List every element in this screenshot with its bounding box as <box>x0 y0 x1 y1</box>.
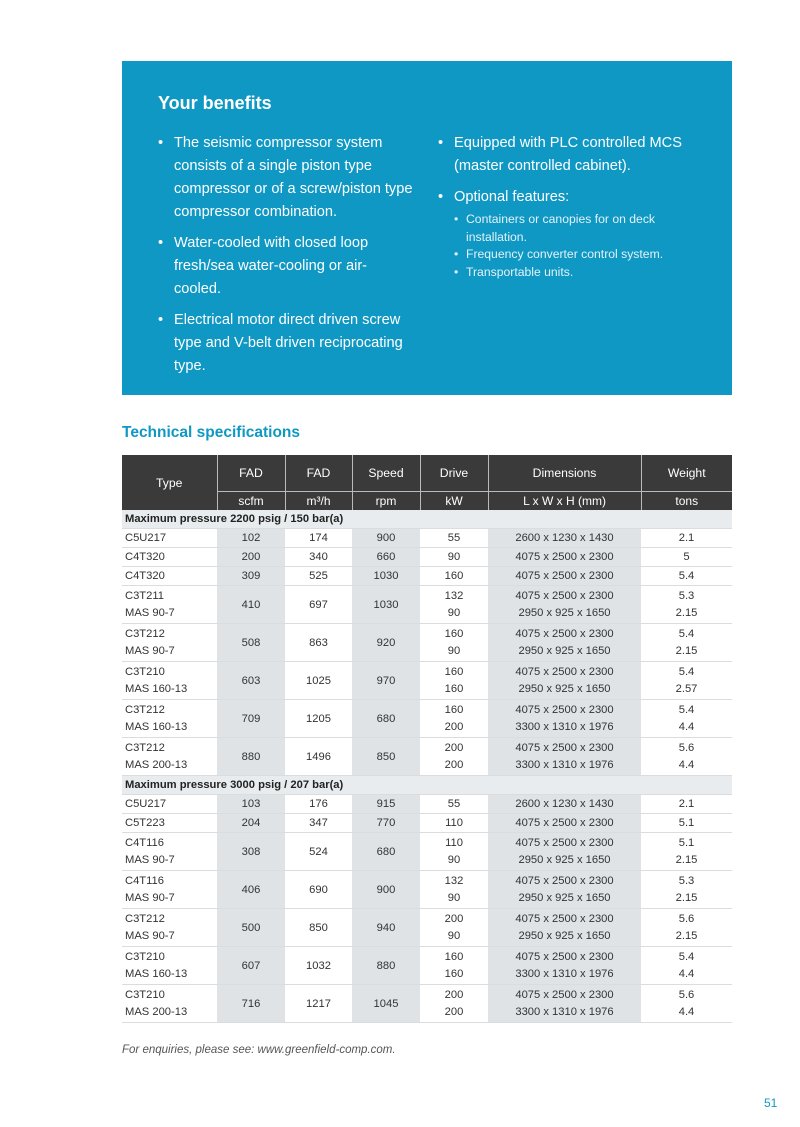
cell-kw-line: 160 <box>444 704 464 716</box>
cell-rpm: 900 <box>352 871 420 909</box>
cell-dims-line: 4075 x 2500 x 2300 <box>515 816 614 829</box>
table-row <box>122 738 732 776</box>
table-row <box>122 529 732 548</box>
cell-kw <box>420 567 488 586</box>
cell-type-line: C3T212 <box>125 913 165 925</box>
cell-kw <box>420 909 488 947</box>
unit-rpm: rpm <box>352 492 420 511</box>
cell-dims-line: 3300 x 1310 x 1976 <box>515 720 614 733</box>
cell-dims <box>488 947 641 985</box>
cell-type-line: C3T210 <box>125 666 165 678</box>
cell-kw <box>420 814 488 833</box>
cell-kw-line: 160 <box>444 666 464 678</box>
cell-tons <box>641 795 732 814</box>
cell-dims <box>488 909 641 947</box>
cell-dims-line: 4075 x 2500 x 2300 <box>515 913 614 925</box>
cell-scfm: 308 <box>217 833 285 871</box>
unit-dimensions: L x W x H (mm) <box>488 492 641 511</box>
table-row <box>122 985 732 1023</box>
cell-dims-line: 4075 x 2500 x 2300 <box>515 951 614 963</box>
cell-m3h: 1205 <box>285 700 352 738</box>
cell-kw-line: 90 <box>447 606 461 619</box>
cell-m3h: 524 <box>285 833 352 871</box>
cell-tons-line: 4.4 <box>678 758 695 771</box>
header-drive: Drive <box>420 455 488 492</box>
cell-dims <box>488 567 641 586</box>
cell-rpm: 680 <box>352 700 420 738</box>
cell-scfm: 607 <box>217 947 285 985</box>
cell-rpm: 850 <box>352 738 420 776</box>
cell-m3h: 850 <box>285 909 352 947</box>
cell-dims-line: 2950 x 925 x 1650 <box>518 606 611 619</box>
cell-tons <box>641 529 732 548</box>
header-speed: Speed <box>352 455 420 492</box>
cell-m3h: 176 <box>285 795 352 814</box>
cell-type <box>122 567 217 586</box>
cell-tons-line: 5.4 <box>678 569 695 582</box>
cell-scfm: 500 <box>217 909 285 947</box>
benefits-title: Your benefits <box>158 93 272 113</box>
cell-dims-line: 4075 x 2500 x 2300 <box>515 837 614 849</box>
cell-type <box>122 795 217 814</box>
section-header-row <box>122 776 732 795</box>
cell-kw-line: 200 <box>444 989 464 1001</box>
cell-type <box>122 700 217 738</box>
cell-m3h: 174 <box>285 529 352 548</box>
cell-tons-line: 5.4 <box>678 951 695 963</box>
cell-kw <box>420 548 488 567</box>
cell-kw-line: 160 <box>444 967 464 980</box>
cell-kw <box>420 795 488 814</box>
cell-scfm: 709 <box>217 700 285 738</box>
cell-type <box>122 529 217 548</box>
benefits-list-left <box>158 132 413 378</box>
cell-m3h: 863 <box>285 624 352 662</box>
cell-kw-line: 160 <box>444 682 464 695</box>
cell-dims <box>488 833 641 871</box>
cell-tons <box>641 814 732 833</box>
cell-kw <box>420 662 488 700</box>
cell-dims <box>488 795 641 814</box>
cell-type <box>122 871 217 909</box>
cell-m3h: 1025 <box>285 662 352 700</box>
cell-dims-line: 4075 x 2500 x 2300 <box>515 569 614 582</box>
table-row <box>122 947 732 985</box>
header-weight: Weight <box>641 455 732 492</box>
cell-scfm: 880 <box>217 738 285 776</box>
cell-tons <box>641 871 732 909</box>
cell-tons-line: 5.6 <box>678 742 695 754</box>
table-row <box>122 624 732 662</box>
cell-rpm: 680 <box>352 833 420 871</box>
benefits-list-right <box>438 132 708 281</box>
cell-type <box>122 833 217 871</box>
spec-table <box>122 455 732 1023</box>
cell-type-line: C3T212 <box>125 628 165 640</box>
cell-dims-line: 3300 x 1310 x 1976 <box>515 967 614 980</box>
cell-type-line: C3T212 <box>125 742 165 754</box>
cell-tons-line: 5.4 <box>678 628 695 640</box>
cell-kw-line: 200 <box>444 913 464 925</box>
cell-tons-line: 5.6 <box>678 989 695 1001</box>
cell-type-line: MAS 90-7 <box>125 606 175 619</box>
cell-m3h: 347 <box>285 814 352 833</box>
cell-scfm: 406 <box>217 871 285 909</box>
cell-rpm: 1045 <box>352 985 420 1023</box>
cell-type <box>122 909 217 947</box>
spec-title: Technical specifications <box>122 424 301 441</box>
cell-tons <box>641 947 732 985</box>
cell-kw <box>420 529 488 548</box>
cell-rpm: 1030 <box>352 586 420 624</box>
benefit-item: • Electrical motor direct driven screw type and V-belt driven reciprocating type. <box>158 309 413 378</box>
table-row <box>122 795 732 814</box>
cell-scfm: 309 <box>217 567 285 586</box>
cell-tons-line: 5.3 <box>678 590 695 602</box>
cell-type-line: MAS 90-7 <box>125 891 175 904</box>
cell-dims-line: 4075 x 2500 x 2300 <box>515 590 614 602</box>
table-row <box>122 814 732 833</box>
cell-type-line: C4T116 <box>125 875 164 887</box>
header-type: Type <box>122 455 217 510</box>
cell-scfm: 103 <box>217 795 285 814</box>
table-row <box>122 548 732 567</box>
cell-kw-line: 90 <box>447 644 461 657</box>
unit-kw: kW <box>420 492 488 511</box>
cell-type-line: C3T210 <box>125 951 165 963</box>
cell-dims-line: 4075 x 2500 x 2300 <box>515 666 614 678</box>
spec-body <box>122 510 732 1023</box>
page-number: 51 <box>764 1096 778 1110</box>
cell-dims-line: 4075 x 2500 x 2300 <box>515 628 614 640</box>
cell-dims <box>488 871 641 909</box>
unit-tons: tons <box>641 492 732 511</box>
cell-type <box>122 738 217 776</box>
footer-note: For enquiries, please see: www.greenfield-comp.com. <box>122 1044 396 1056</box>
cell-rpm: 770 <box>352 814 420 833</box>
cell-kw-line: 110 <box>445 816 463 829</box>
cell-type-line: MAS 90-7 <box>125 644 175 657</box>
cell-dims-line: 4075 x 2500 x 2300 <box>515 550 614 563</box>
cell-tons-line: 5.3 <box>678 875 695 887</box>
header-dimensions: Dimensions <box>488 455 641 492</box>
cell-tons <box>641 700 732 738</box>
cell-dims-line: 2950 x 925 x 1650 <box>518 644 611 657</box>
cell-scfm: 102 <box>217 529 285 548</box>
cell-kw-line: 132 <box>444 875 464 887</box>
cell-kw-line: 110 <box>445 837 463 849</box>
cell-type <box>122 814 217 833</box>
cell-m3h: 690 <box>285 871 352 909</box>
cell-tons-line: 5.1 <box>678 837 695 849</box>
cell-type-line: C3T212 <box>125 704 165 716</box>
cell-dims-line: 2950 x 925 x 1650 <box>518 929 611 942</box>
cell-rpm: 880 <box>352 947 420 985</box>
cell-tons <box>641 985 732 1023</box>
cell-m3h: 340 <box>285 548 352 567</box>
cell-dims-line: 4075 x 2500 x 2300 <box>515 875 614 887</box>
cell-dims <box>488 662 641 700</box>
cell-tons <box>641 833 732 871</box>
cell-dims <box>488 586 641 624</box>
cell-kw-line: 160 <box>444 628 464 640</box>
cell-tons-line: 2.15 <box>675 853 698 866</box>
cell-tons-line: 2.1 <box>678 531 695 544</box>
cell-rpm: 970 <box>352 662 420 700</box>
cell-kw <box>420 624 488 662</box>
cell-rpm: 660 <box>352 548 420 567</box>
cell-tons-line: 2.57 <box>675 682 698 695</box>
cell-tons <box>641 662 732 700</box>
cell-dims-line: 3300 x 1310 x 1976 <box>515 1005 614 1018</box>
cell-dims-line: 4075 x 2500 x 2300 <box>515 742 614 754</box>
cell-scfm: 200 <box>217 548 285 567</box>
cell-tons-line: 4.4 <box>678 967 695 980</box>
cell-tons <box>641 909 732 947</box>
cell-scfm: 508 <box>217 624 285 662</box>
table-row <box>122 567 732 586</box>
cell-tons-line: 5.1 <box>678 816 695 829</box>
cell-kw-line: 160 <box>444 569 464 582</box>
benefit-item: • Water-cooled with closed loop fresh/sea water-cooling or air-cooled. <box>158 232 413 301</box>
cell-kw <box>420 833 488 871</box>
cell-type-line: MAS 160-13 <box>125 720 188 733</box>
cell-kw <box>420 871 488 909</box>
cell-tons-line: 5.4 <box>678 704 695 716</box>
cell-kw <box>420 700 488 738</box>
table-row <box>122 662 732 700</box>
cell-tons-line: 5.4 <box>678 666 695 678</box>
optional-feature-item: • Frequency converter control system. <box>454 246 708 264</box>
header-fad-scfm: FAD <box>217 455 285 492</box>
cell-kw-line: 55 <box>447 797 461 810</box>
benefits-column-right <box>438 132 708 289</box>
cell-kw-line: 90 <box>447 550 461 563</box>
cell-m3h: 1032 <box>285 947 352 985</box>
cell-m3h: 1496 <box>285 738 352 776</box>
cell-type-line: C3T211 <box>125 590 164 602</box>
cell-kw-line: 200 <box>444 758 464 771</box>
benefit-item: • The seismic compressor system consists of a single piston type compressor or of a screw/piston type compressor combination. <box>158 132 413 224</box>
table-row <box>122 871 732 909</box>
cell-scfm: 410 <box>217 586 285 624</box>
cell-type <box>122 624 217 662</box>
cell-type-line: MAS 200-13 <box>125 1005 188 1018</box>
cell-tons <box>641 586 732 624</box>
cell-type <box>122 548 217 567</box>
section-label: Maximum pressure 2200 psig / 150 bar(a) <box>122 510 732 529</box>
spec-header-row <box>122 455 732 492</box>
cell-type-line: C4T116 <box>125 837 164 849</box>
cell-type-line: C5U217 <box>125 531 167 544</box>
unit-scfm: scfm <box>217 492 285 511</box>
table-row <box>122 833 732 871</box>
cell-type-line: C5U217 <box>125 797 167 810</box>
cell-tons-line: 2.15 <box>675 891 698 904</box>
cell-type-line: C3T210 <box>125 989 165 1001</box>
benefits-box <box>122 61 732 395</box>
cell-scfm: 204 <box>217 814 285 833</box>
cell-tons-line: 2.15 <box>675 644 698 657</box>
cell-kw-line: 200 <box>444 720 464 733</box>
cell-rpm: 1030 <box>352 567 420 586</box>
cell-kw-line: 160 <box>444 951 464 963</box>
cell-dims <box>488 548 641 567</box>
cell-tons-line: 2.15 <box>675 929 698 942</box>
cell-tons <box>641 738 732 776</box>
cell-rpm: 915 <box>352 795 420 814</box>
section-header-row <box>122 510 732 529</box>
cell-tons <box>641 567 732 586</box>
cell-tons-line: 5.6 <box>678 913 695 925</box>
cell-kw-line: 90 <box>447 853 461 866</box>
cell-tons <box>641 624 732 662</box>
benefit-item: • Equipped with PLC controlled MCS (master controlled cabinet). <box>438 132 708 178</box>
cell-tons-line: 2.15 <box>675 606 698 619</box>
cell-dims-line: 3300 x 1310 x 1976 <box>515 758 614 771</box>
cell-dims-line: 2950 x 925 x 1650 <box>518 853 611 866</box>
cell-dims <box>488 700 641 738</box>
cell-dims-line: 2600 x 1230 x 1430 <box>515 797 614 810</box>
cell-tons-line: 4.4 <box>678 720 695 733</box>
unit-m3h: m³/h <box>285 492 352 511</box>
cell-kw-line: 200 <box>444 742 464 754</box>
cell-dims <box>488 738 641 776</box>
cell-scfm: 716 <box>217 985 285 1023</box>
cell-scfm: 603 <box>217 662 285 700</box>
cell-type-line: MAS 160-13 <box>125 967 188 980</box>
cell-kw-line: 132 <box>444 590 464 602</box>
cell-tons-line: 5 <box>683 550 690 563</box>
cell-tons-line: 4.4 <box>678 1005 695 1018</box>
benefit-item-optional <box>438 186 708 281</box>
cell-type <box>122 985 217 1023</box>
cell-rpm: 900 <box>352 529 420 548</box>
cell-dims <box>488 814 641 833</box>
cell-rpm: 940 <box>352 909 420 947</box>
cell-dims <box>488 529 641 548</box>
cell-dims-line: 4075 x 2500 x 2300 <box>515 989 614 1001</box>
cell-m3h: 697 <box>285 586 352 624</box>
cell-type-line: C4T320 <box>125 550 165 563</box>
cell-kw-line: 90 <box>447 929 461 942</box>
cell-type-line: MAS 160-13 <box>125 682 188 695</box>
optional-features-label: Optional features: <box>454 189 570 205</box>
cell-dims <box>488 624 641 662</box>
optional-features-list <box>454 211 708 281</box>
cell-type-line: MAS 90-7 <box>125 929 175 942</box>
cell-kw-line: 55 <box>447 531 461 544</box>
cell-type <box>122 662 217 700</box>
cell-kw <box>420 586 488 624</box>
cell-m3h: 1217 <box>285 985 352 1023</box>
cell-dims <box>488 985 641 1023</box>
header-fad-m3h: FAD <box>285 455 352 492</box>
cell-dims-line: 2600 x 1230 x 1430 <box>515 531 614 544</box>
cell-tons-line: 2.1 <box>678 797 695 810</box>
table-row <box>122 700 732 738</box>
cell-dims-line: 4075 x 2500 x 2300 <box>515 704 614 716</box>
cell-tons <box>641 548 732 567</box>
cell-kw <box>420 985 488 1023</box>
cell-type-line: C4T320 <box>125 569 165 582</box>
cell-type-line: C5T223 <box>125 816 165 829</box>
section-label: Maximum pressure 3000 psig / 207 bar(a) <box>122 776 732 795</box>
cell-dims-line: 2950 x 925 x 1650 <box>518 891 611 904</box>
cell-type <box>122 586 217 624</box>
cell-dims-line: 2950 x 925 x 1650 <box>518 682 611 695</box>
cell-type-line: MAS 200-13 <box>125 758 188 771</box>
cell-m3h: 525 <box>285 567 352 586</box>
table-row <box>122 909 732 947</box>
table-row <box>122 586 732 624</box>
cell-kw <box>420 738 488 776</box>
optional-feature-item: • Containers or canopies for on deck installation. <box>454 211 708 246</box>
cell-rpm: 920 <box>352 624 420 662</box>
cell-kw <box>420 947 488 985</box>
cell-type-line: MAS 90-7 <box>125 853 175 866</box>
optional-feature-item: • Transportable units. <box>454 264 708 282</box>
cell-kw-line: 200 <box>444 1005 464 1018</box>
cell-kw-line: 90 <box>447 891 461 904</box>
benefits-column-left <box>158 132 413 386</box>
cell-type <box>122 947 217 985</box>
